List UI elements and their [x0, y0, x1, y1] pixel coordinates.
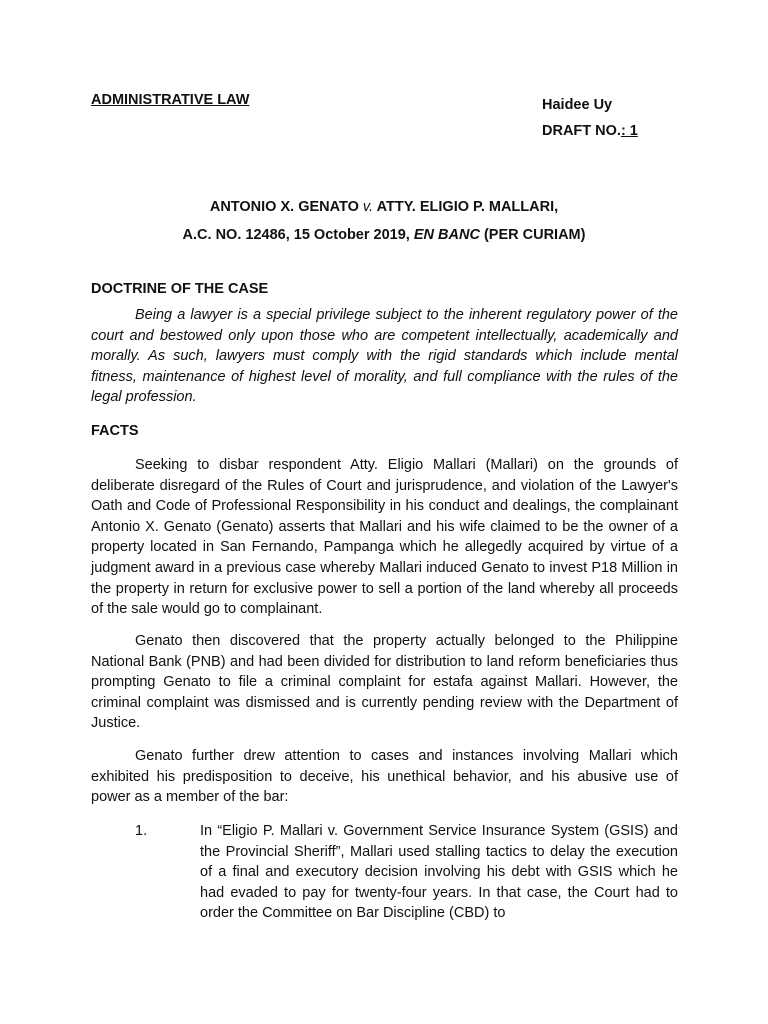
- versus: v.: [362, 199, 374, 215]
- course-title: ADMINISTRATIVE LAW: [91, 92, 250, 108]
- draft-number: [542, 118, 638, 144]
- citation: A.C. NO. 12486, 15 October 2019,: [182, 227, 410, 243]
- doctrine-heading: DOCTRINE OF THE CASE: [91, 281, 269, 297]
- doctrine-text: Being a lawyer is a special privilege subject to the inherent regulatory power of the court and bestowed only upon those who are competent intellectually, academically and morally. As such, lawyers must comply with the rigid standards which include mental fitness, maintenance of highest level of morality, and full compliance with the rules of the legal profession.: [91, 307, 678, 406]
- facts-paragraph-3: Genato further drew attention to cases and instances involving Mallari which exhibited his predisposition to deceive, his unethical behavior, and his abusive use of power as a member of the bar:: [91, 748, 678, 806]
- facts-heading: FACTS: [91, 423, 139, 439]
- complainant-name: ANTONIO X. GENATO: [209, 199, 359, 215]
- respondent-name: ATTY. ELIGIO P. MALLARI,: [376, 199, 559, 215]
- facts-paragraph-1: Seeking to disbar respondent Atty. Eligio Mallari (Mallari) on the grounds of deliberate disregard of the Rules of Court and jurisprudence, and violation of the Lawyer's Oath and Code of Professional Responsibility in his conduct and dealings, the complainant Antonio X. Genato (Genato) asserts that Mallari and his wife claimed to be the owner of a property located in San Fernando, Pampanga which he allegedly acquired by virtue of a judgment award in a previous case whereby Mallari induced Genato to invest P18 Million in the property in return for exclusive power to sell a portion of the land whereby all proceeds of the sale would go to complainant.: [91, 457, 678, 618]
- author-name: Haidee Uy: [542, 97, 613, 113]
- case-citation: [0, 227, 768, 243]
- list-item-number: 1.: [135, 823, 148, 839]
- facts-paragraph-2: Genato then discovered that the property actually belonged to the Philippine National Bank (PNB) and had been divided for distribution to land reform beneficiaries thus prompting Genato to file a criminal complaint for estafa against Mallari. However, the criminal complaint was dismissed and is currently pending review with the Department of Justice.: [91, 633, 678, 732]
- court-division: EN BANC: [413, 227, 480, 243]
- author-block: [542, 92, 638, 144]
- list-item-text: In “Eligio P. Mallari v. Government Service Insurance System (GSIS) and the Provincial Sheriff”, Mallari used stalling tactics to delay the execution of a final and executory decision involving his debt with GSIS which he had evaded to pay for twenty-four years. In that case, the Court had to order the Committee on Bar Discipline (CBD) to: [200, 823, 678, 922]
- draft-number-value: : 1: [620, 123, 638, 139]
- ponente: (PER CURIAM): [483, 227, 586, 243]
- case-title: [0, 199, 768, 215]
- draft-label: DRAFT NO.: [542, 123, 621, 139]
